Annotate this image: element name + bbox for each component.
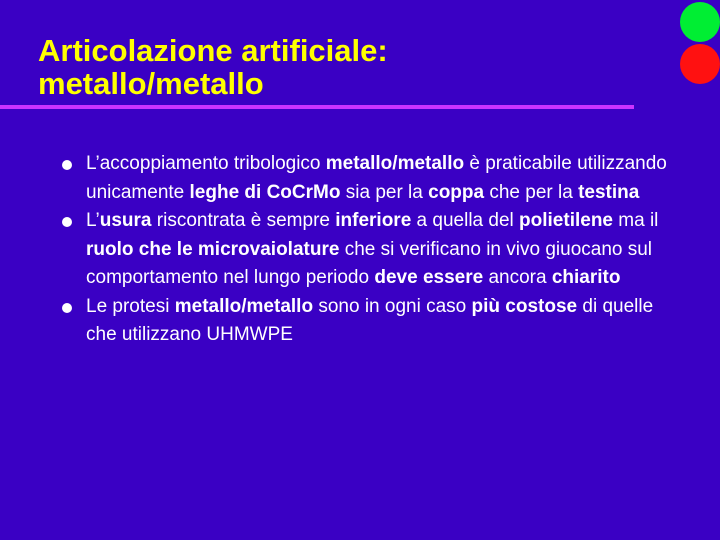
bullet-text: L’ bbox=[86, 210, 100, 231]
bullet-text: a quella del bbox=[411, 210, 520, 231]
bullet-item bbox=[62, 293, 672, 350]
bullet-text: è praticabile utilizzando unicamente bbox=[86, 153, 667, 203]
bullet-bold-text: metallo/metallo bbox=[325, 153, 465, 174]
bullet-text: che per la bbox=[484, 181, 579, 203]
bullet-bold-text: ruolo che le microvaiolature bbox=[86, 238, 340, 260]
bullet-bold-text: inferiore bbox=[335, 210, 412, 231]
bullet-bold-text: metallo/metallo bbox=[174, 295, 314, 317]
bullet-dot-icon bbox=[62, 217, 72, 227]
bullet-bold-text: testina bbox=[578, 181, 640, 203]
slide-title-line-1: Articolazione artificiale: bbox=[38, 33, 388, 68]
bullet-bold-text: coppa bbox=[428, 181, 485, 203]
bullet-text: sono in ogni caso bbox=[313, 295, 472, 317]
title-divider bbox=[0, 105, 634, 109]
bullet-dot-icon bbox=[62, 160, 72, 170]
bullet-text: Le protesi bbox=[86, 295, 175, 317]
bullet-bold-text: più costose bbox=[471, 295, 578, 317]
bullet-text: ancora bbox=[483, 267, 552, 288]
bullet-bold-text: deve essere bbox=[374, 267, 484, 288]
bullet-item bbox=[62, 150, 672, 207]
bullet-item bbox=[62, 207, 672, 293]
bullet-text: di quelle che utilizzano UHMWPE bbox=[86, 295, 654, 345]
bullet-bold-text: leghe di CoCrMo bbox=[189, 181, 341, 203]
bullet-text: che si verificano in vivo giuocano sul comportamento nel lungo periodo bbox=[86, 238, 653, 288]
bullet-dot-icon bbox=[62, 303, 72, 313]
bullet-text: riscontrata è sempre bbox=[151, 210, 336, 231]
bullet-bold-text: usura bbox=[99, 210, 152, 231]
bullet-text: sia per la bbox=[340, 181, 429, 203]
bullet-text: ma il bbox=[613, 210, 659, 231]
bullet-list bbox=[62, 150, 672, 350]
slide-title-line-2: metallo/metallo bbox=[38, 66, 264, 101]
bullet-bold-text: chiarito bbox=[551, 267, 621, 288]
bullet-text: L’accoppiamento tribologico bbox=[86, 153, 326, 174]
red-circle-icon bbox=[680, 44, 720, 84]
green-circle-icon bbox=[680, 2, 720, 42]
bullet-bold-text: polietilene bbox=[519, 210, 613, 231]
slide-title bbox=[38, 34, 388, 100]
